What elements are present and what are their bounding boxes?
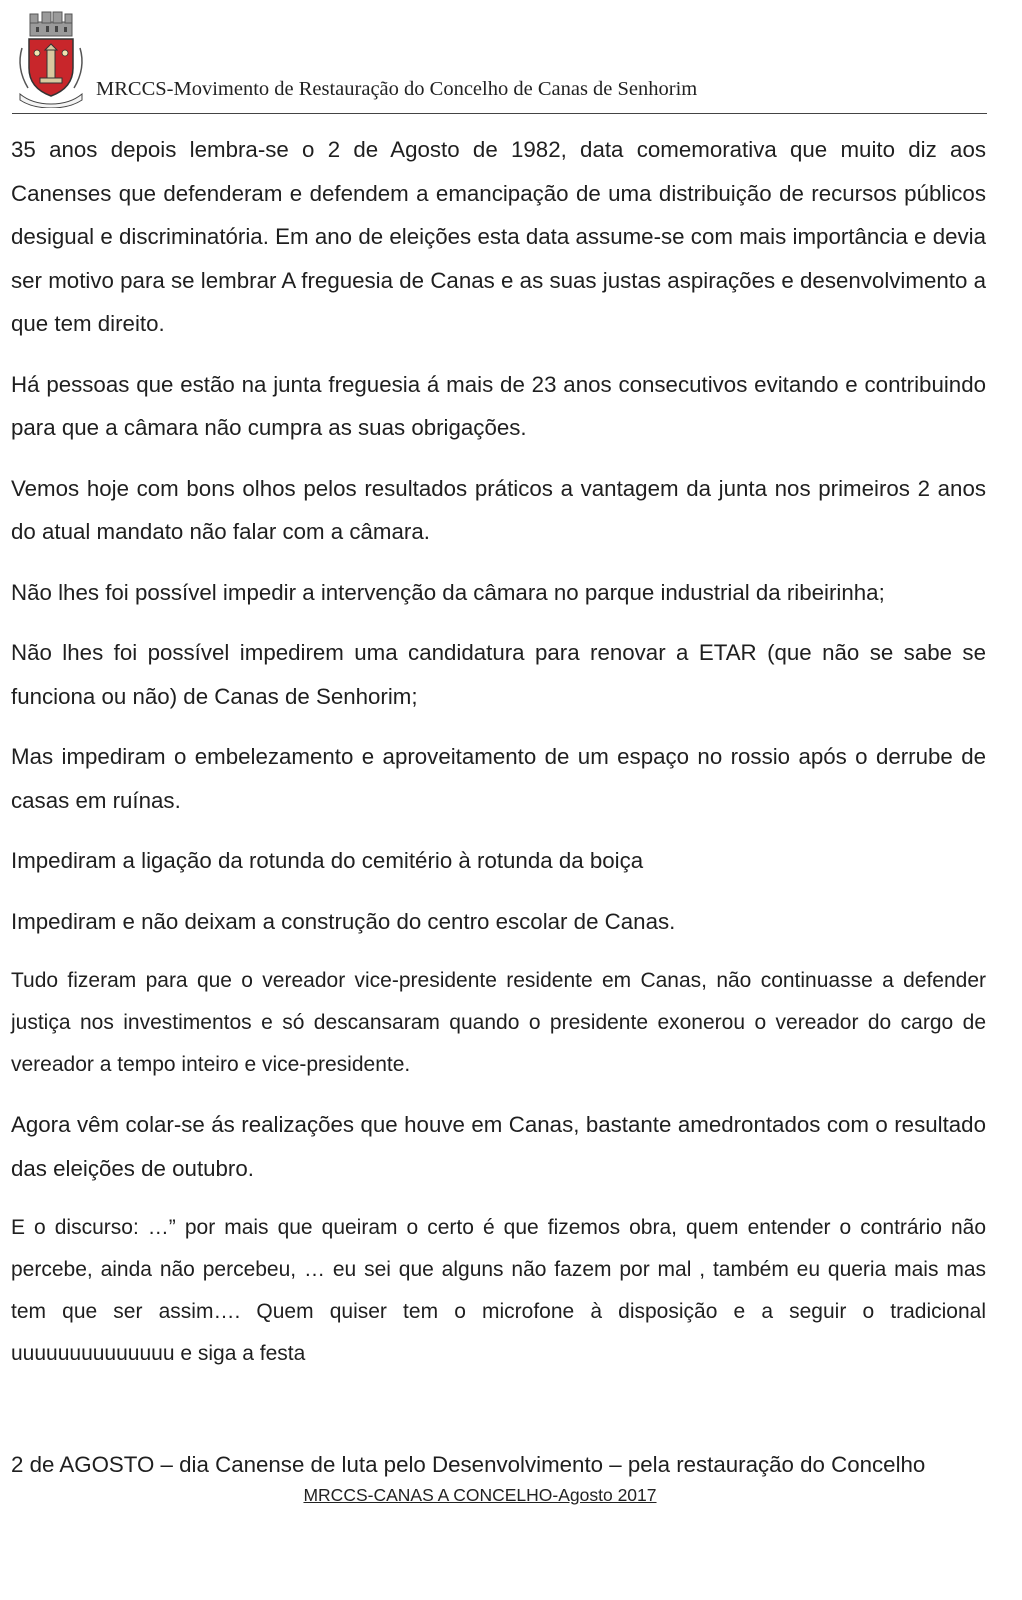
crest-icon — [12, 8, 90, 108]
paragraph-4: Não lhes foi possível impedir a intervenção da câmara no parque industrial da ribeirinha; — [11, 579, 885, 605]
signature: MRCCS-CANAS A CONCELHO-Agosto 2017 — [303, 1485, 657, 1505]
paragraph-9: Tudo fizeram para que o vereador vice-presidente residente em Canas, não continuasse a defender justiça nos investimentos e só descansaram quando o presidente exonerou o vereador do cargo de vereador a tempo inteiro e vice-presidente. — [11, 969, 986, 1076]
document-header — [12, 8, 1012, 112]
paragraph-1: 35 anos depois lembra-se o 2 de Agosto de 1982, data comemorativa que muito diz aos Canenses que defenderam e defendem a emancipação de uma distribuição de recursos públicos desigual e discriminatória. Em ano de eleições esta data assume-se com mais importância e devia ser motivo para se lembrar A freguesia de Canas e as suas justas aspirações e desenvolvimento a que tem direito. — [11, 137, 986, 336]
paragraph-2: Há pessoas que estão na junta freguesia á mais de 23 anos consecutivos evitando e contribuindo para que a câmara não cumpra as suas obrigações. — [11, 371, 986, 440]
letter-body — [11, 128, 986, 1392]
paragraph-10: Agora vêm colar-se ás realizações que houve em Canas, bastante amedrontados com o resultado das eleições de outubro. — [11, 1112, 986, 1181]
closing-line: 2 de AGOSTO – dia Canense de luta pelo Desenvolvimento – pela restauração do Concelho — [11, 1452, 926, 1477]
header-divider — [12, 113, 987, 114]
paragraph-6: Mas impediram o embelezamento e aproveitamento de um espaço no rossio após o derrube de casas em ruínas. — [11, 744, 986, 813]
paragraph-7: Impediram a ligação da rotunda do cemitério à rotunda da boiça — [11, 848, 644, 873]
paragraph-5: Não lhes foi possível impedirem uma candidatura para renovar a ETAR (que não se sabe se funciona ou não) de Canas de Senhorim; — [11, 640, 986, 709]
organization-name: MRCCS-Movimento de Restauração do Concelho de Canas de Senhorim — [96, 78, 698, 100]
paragraph-3: Vemos hoje com bons olhos pelos resultados práticos a vantagem da junta nos primeiros 2 anos do atual mandato não falar com a câmara. — [11, 475, 986, 544]
paragraph-11: E o discurso: …” por mais que queiram o certo é que fizemos obra, quem entender o contrário não percebe, ainda não percebeu, … eu sei que alguns não fazem por mal , também eu queria mais mas tem que ser assim…. Quem quiser tem o microfone à disposição e a seguir o tradicional uuuuuuuuuuuuuu e siga a festa — [11, 1216, 986, 1365]
paragraph-8: Impediram e não deixam a construção do centro escolar de Canas. — [11, 908, 676, 934]
